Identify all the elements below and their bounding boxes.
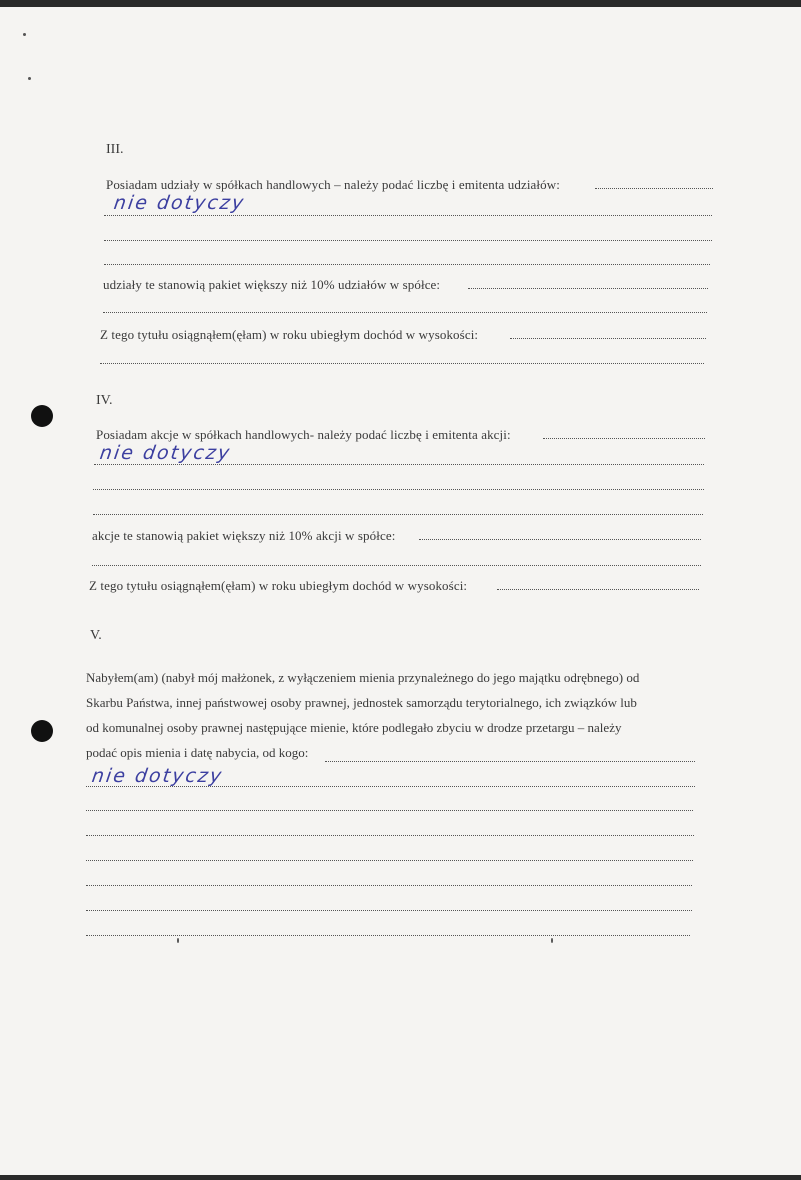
paragraph-line: Nabyłem(am) (nabył mój małżonek, z wyłączeniem mienia przynależnego do jego majątku odrębnego) od xyxy=(86,670,640,685)
answer-dotted-line xyxy=(543,438,705,439)
answer-dotted-line xyxy=(86,935,690,936)
answer-dotted-line xyxy=(86,860,693,861)
answer-dotted-line xyxy=(595,188,713,189)
scan-speck xyxy=(23,33,26,36)
answer-dotted-line xyxy=(93,514,703,515)
answer-dotted-line xyxy=(468,288,708,289)
scan-speck xyxy=(551,938,553,943)
answer-dotted-line xyxy=(86,786,695,787)
answer-dotted-line xyxy=(86,835,694,836)
paragraph-line: od komunalnej osoby prawnej następujące mienie, które podlegało zbyciu w drodze przetargu – należy xyxy=(86,720,622,735)
answer-dotted-line xyxy=(86,885,692,886)
punch-hole-bottom xyxy=(31,720,53,742)
answer-dotted-line xyxy=(94,464,704,465)
section-5-heading: V. xyxy=(90,628,102,643)
scan-speck xyxy=(177,938,179,943)
answer-dotted-line xyxy=(104,264,710,265)
answer-dotted-line xyxy=(103,312,707,313)
section-4-heading: IV. xyxy=(96,393,113,408)
answer-dotted-line xyxy=(93,489,704,490)
punch-hole-top xyxy=(31,405,53,427)
answer-dotted-line xyxy=(325,761,695,762)
answer-dotted-line xyxy=(497,589,699,590)
packet-question: akcje te stanowią pakiet większy niż 10% akcji w spółce: xyxy=(92,528,396,543)
answer-dotted-line xyxy=(100,363,704,364)
answer-dotted-line xyxy=(86,810,693,811)
answer-dotted-line xyxy=(419,539,701,540)
stocks-question: Posiadam akcje w spółkach handlowych- należy podać liczbę i emitenta akcji: xyxy=(96,427,511,442)
scan-speck xyxy=(28,77,31,80)
income-question: Z tego tytułu osiągnąłem(ęłam) w roku ubiegłym dochód w wysokości: xyxy=(89,578,468,593)
handwritten-answer: nie dotyczy xyxy=(98,442,233,464)
answer-dotted-line xyxy=(104,215,712,216)
answer-dotted-line xyxy=(86,910,692,911)
acquisition-paragraph xyxy=(86,665,701,765)
answer-dotted-line xyxy=(104,240,712,241)
paragraph-line: Skarbu Państwa, innej państwowej osoby prawnej, jednostek samorządu terytorialnego, ich związków lub xyxy=(86,695,637,710)
handwritten-answer: nie dotyczy xyxy=(112,192,247,214)
income-question: Z tego tytułu osiągnąłem(ęłam) w roku ubiegłym dochód w wysokości: xyxy=(100,327,479,342)
packet-question: udziały te stanowią pakiet większy niż 10% udziałów w spółce: xyxy=(103,277,441,292)
shares-question: Posiadam udziały w spółkach handlowych – należy podać liczbę i emitenta udziałów: xyxy=(106,177,560,192)
answer-dotted-line xyxy=(92,565,701,566)
paragraph-line: podać opis mienia i datę nabycia, od kogo: xyxy=(86,745,309,760)
document-page xyxy=(0,7,801,1175)
handwritten-answer: nie dotyczy xyxy=(90,765,225,787)
section-3-heading: III. xyxy=(106,142,124,157)
answer-dotted-line xyxy=(510,338,706,339)
